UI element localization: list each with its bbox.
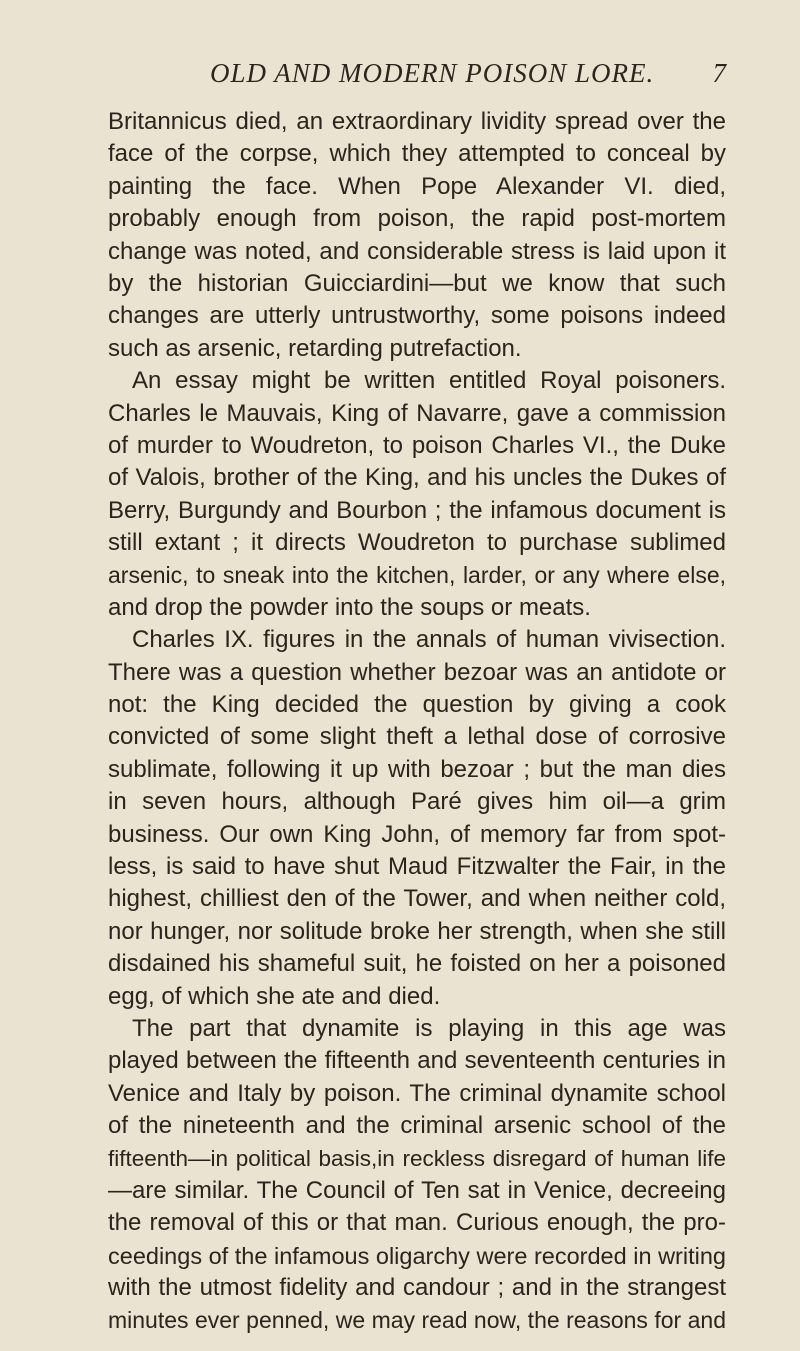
text-line: arsenic, to sneak into the kitchen, larder, or any where else, <box>108 562 726 589</box>
text-line: painting the face. When Pope Alexander VI. died, <box>108 172 726 200</box>
text-line: Charles IX. figures in the annals of human vivisection. <box>132 626 726 654</box>
text-line: disdained his shameful suit, he foisted on her a poisoned <box>108 950 726 978</box>
text-line: sublimate, following it up with bezoar ; but the man dies <box>108 755 726 783</box>
text-line: nor hunger, nor solitude broke her strength, when she still <box>108 917 726 945</box>
running-head <box>108 58 768 92</box>
text-line: ceedings of the infamous oligarchy were recorded in writing <box>108 1242 726 1269</box>
text-line: An essay might be written entitled Royal poisoners. <box>132 367 726 395</box>
text-line: in seven hours, although Paré gives him oil—a grim <box>108 788 726 816</box>
text-line: of murder to Woudreton, to poison Charles VI., the Duke <box>108 431 726 459</box>
text-line: minutes ever penned, we may read now, the reasons for and <box>108 1307 726 1334</box>
text-line: face of the corpse, which they attempted to conceal by <box>108 140 726 168</box>
text-line: business. Our own King John, of memory far from spot- <box>108 820 726 848</box>
page-number: 7 <box>712 58 726 88</box>
text-line: Charles le Mauvais, King of Navarre, gave a commission <box>108 399 726 427</box>
text-line: with the utmost fidelity and candour ; and in the strangest <box>108 1274 726 1302</box>
text-line: less, is said to have shut Maud Fitzwalter the Fair, in the <box>108 852 726 880</box>
running-title: OLD AND MODERN POISON LORE. <box>210 58 655 88</box>
text-line: Britannicus died, an extraordinary lividity spread over the <box>108 108 726 135</box>
text-line: There was a question whether bezoar was an antidote or <box>108 658 726 686</box>
text-line: convicted of some slight theft a lethal dose of corrosive <box>108 723 726 751</box>
text-line: of Valois, brother of the King, and his uncles the Dukes of <box>108 464 726 492</box>
body-text <box>108 106 726 1337</box>
text-line: and drop the powder into the soups or meats. <box>108 593 591 621</box>
text-line: not: the King decided the question by giving a cook <box>108 691 726 719</box>
text-line: Berry, Burgundy and Bourbon ; the infamous document is <box>108 496 726 524</box>
text-line: changes are utterly untrustworthy, some poisons indeed <box>108 302 726 330</box>
text-line: still extant ; it directs Woudreton to purchase sublimed <box>108 529 726 557</box>
text-line: —are similar. The Council of Ten sat in Venice, decreeing <box>108 1176 726 1204</box>
text-line: the removal of this or that man. Curious enough, the pro- <box>108 1209 726 1237</box>
text-line: Venice and Italy by poison. The criminal dynamite school <box>108 1079 726 1107</box>
text-line: fifteenth—in political basis,in reckless disregard of human life <box>108 1145 726 1171</box>
text-line: change was noted, and considerable stress is laid upon it <box>108 237 726 265</box>
text-line: by the historian Guicciardini—but we know that such <box>108 269 726 297</box>
text-line: of the nineteenth and the criminal arsenic school of the <box>108 1112 726 1140</box>
text-line: probably enough from poison, the rapid post-mortem <box>108 205 726 233</box>
text-line: highest, chilliest den of the Tower, and when neither cold, <box>108 885 726 913</box>
text-line: The part that dynamite is playing in this age was <box>132 1014 726 1042</box>
text-line: egg, of which she ate and died. <box>108 982 441 1010</box>
text-line: such as arsenic, retarding putrefaction. <box>108 334 522 362</box>
text-line: played between the fifteenth and seventeenth centuries in <box>108 1047 726 1075</box>
